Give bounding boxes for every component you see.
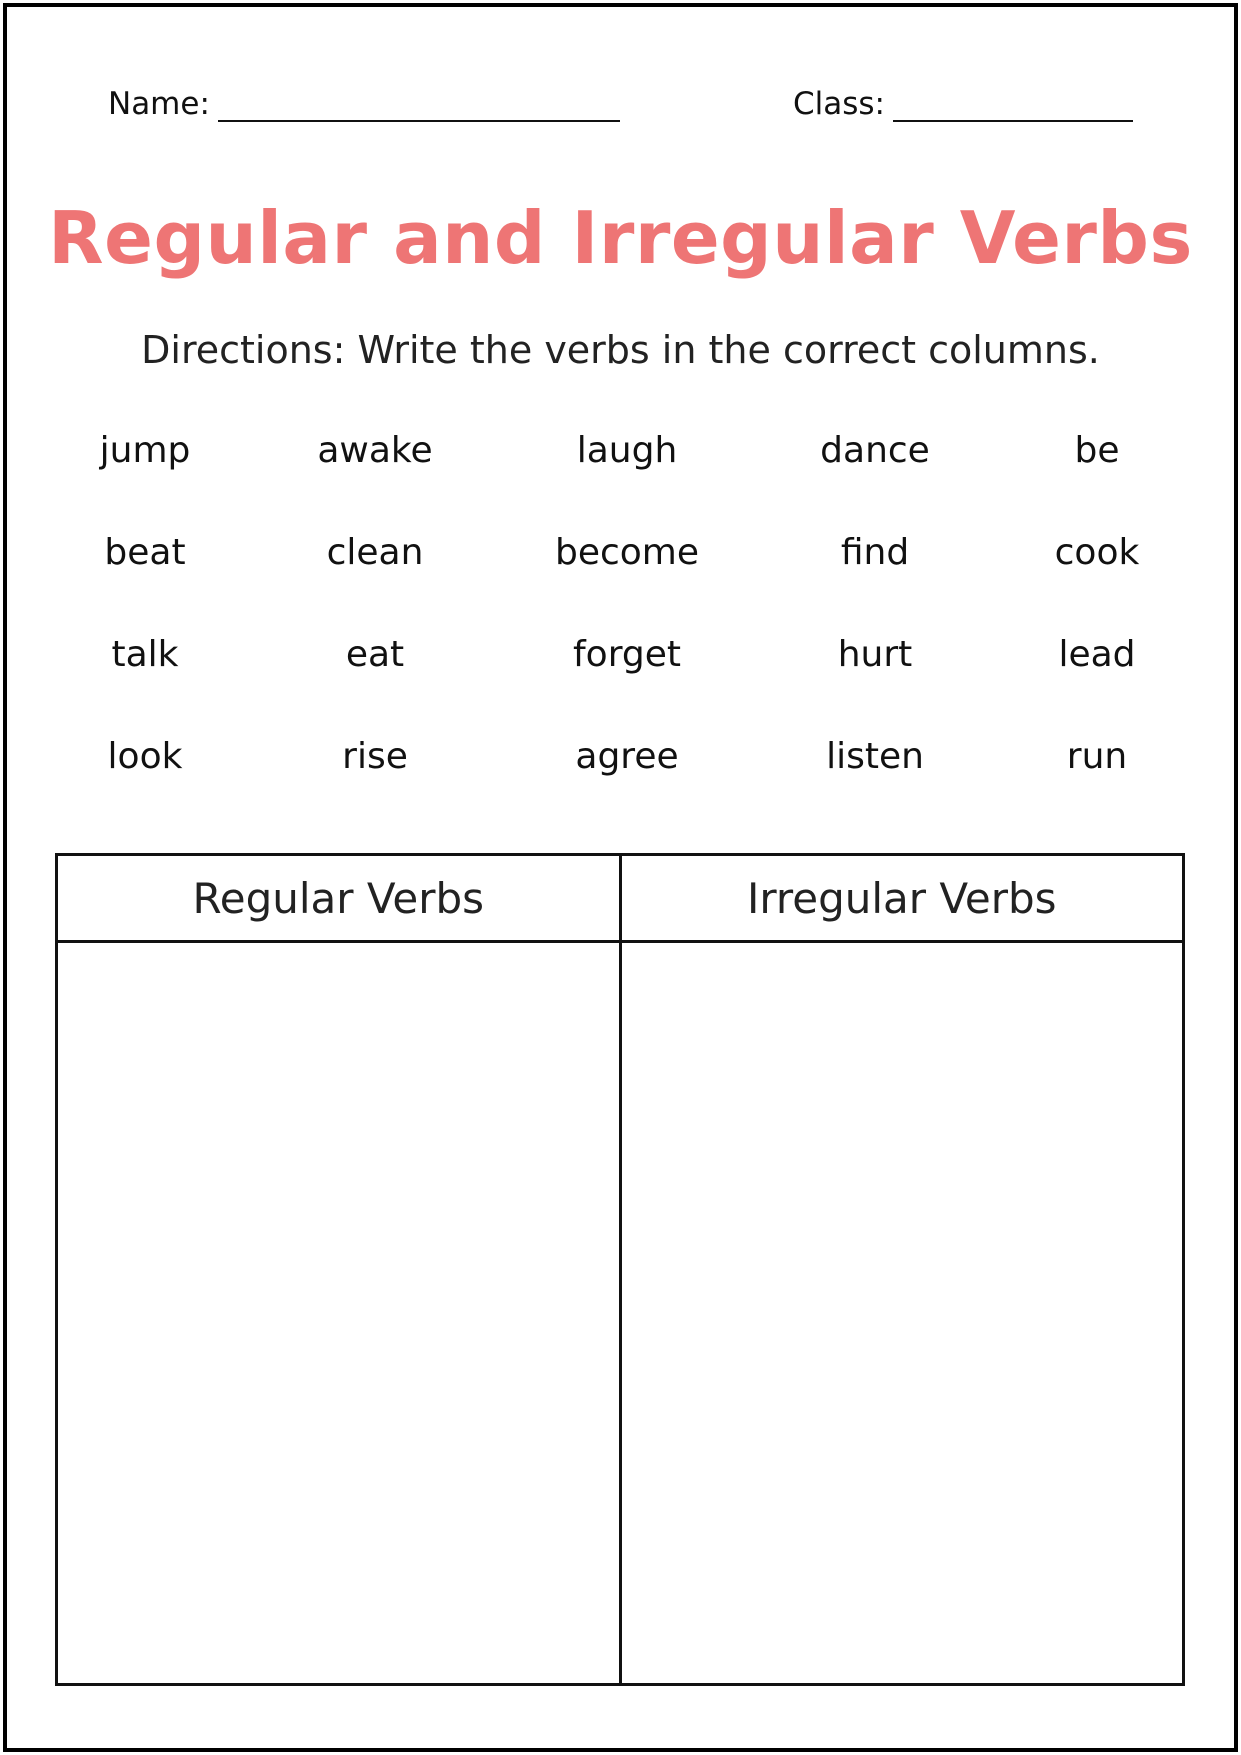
name-label: Name: — [108, 86, 210, 122]
regular-verbs-column — [58, 856, 619, 1683]
word-bank-word: look — [107, 736, 183, 777]
word-bank-word: rise — [342, 736, 408, 777]
name-field[interactable] — [108, 80, 620, 122]
word-bank-word: run — [1066, 736, 1128, 777]
word-bank-word: dance — [820, 430, 930, 471]
regular-verbs-answer-area[interactable] — [58, 943, 619, 1683]
word-bank-word: cook — [1054, 532, 1140, 573]
student-info-header — [0, 80, 1241, 130]
word-bank-row — [0, 430, 1241, 532]
word-bank-row — [0, 532, 1241, 634]
word-bank-word: awake — [317, 430, 433, 471]
regular-verbs-header: Regular Verbs — [58, 856, 619, 943]
word-bank-word: forget — [573, 634, 681, 675]
word-bank-word: talk — [111, 634, 179, 675]
name-blank-line[interactable] — [218, 80, 620, 122]
word-bank-word: lead — [1058, 634, 1136, 675]
irregular-verbs-header: Irregular Verbs — [622, 856, 1183, 943]
word-bank-word: laugh — [576, 430, 678, 471]
word-bank-word: hurt — [837, 634, 913, 675]
word-bank-word: agree — [575, 736, 679, 777]
word-bank-word: eat — [345, 634, 405, 675]
irregular-verbs-column — [619, 856, 1183, 1683]
class-label: Class: — [793, 86, 886, 122]
word-bank-word: beat — [104, 532, 186, 573]
word-bank-row — [0, 736, 1241, 838]
word-bank — [0, 430, 1241, 838]
class-field[interactable] — [793, 80, 1133, 122]
word-bank-word: clean — [326, 532, 424, 573]
word-bank-word: listen — [826, 736, 924, 777]
word-bank-row — [0, 634, 1241, 736]
word-bank-word: find — [840, 532, 910, 573]
verb-sorting-table — [55, 853, 1185, 1686]
word-bank-word: jump — [99, 430, 191, 471]
class-blank-line[interactable] — [893, 80, 1133, 122]
worksheet-title: Regular and Irregular Verbs — [48, 196, 1193, 280]
directions-text: Directions: Write the verbs in the correct columns. — [141, 328, 1100, 372]
irregular-verbs-answer-area[interactable] — [622, 943, 1183, 1683]
word-bank-word: be — [1074, 430, 1120, 471]
word-bank-word: become — [554, 532, 700, 573]
